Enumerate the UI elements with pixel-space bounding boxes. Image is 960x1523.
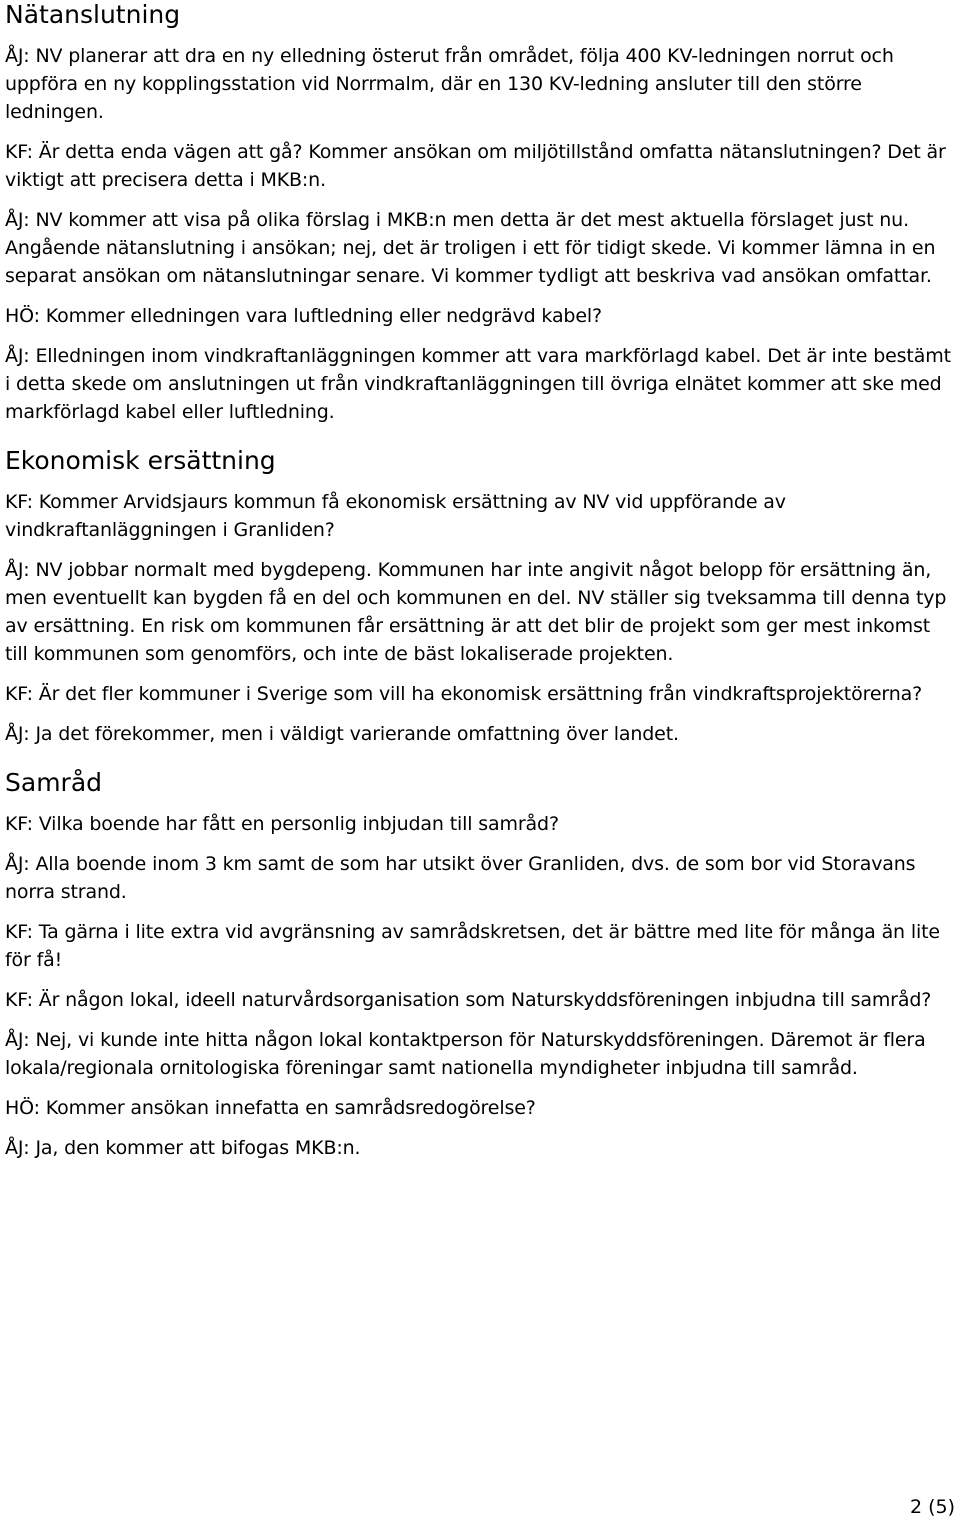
paragraph: ÅJ: Elledningen inom vindkraftanläggningen kommer att vara markförlagd kabel. Det är inte bestämt i detta skede om anslutningen ut från vindkraftanläggningen till övriga elnätet kommer att ske med markförlagd kabel eller luftledning. [5,345,951,423]
paragraph: ÅJ: Ja, den kommer att bifogas MKB:n. [5,1137,361,1159]
page-number: 2 (5) [909,1496,955,1518]
paragraph: ÅJ: Alla boende inom 3 km samt de som har utsikt över Granliden, dvs. de som bor vid Storavans norra strand. [5,853,916,903]
paragraph: ÅJ: NV planerar att dra en ny elledning österut från området, följa 400 KV-ledningen norrut och uppföra en ny kopplingsstation vid Norrmalm, där en 130 KV-ledning ansluter till den större ledningen. [5,45,894,123]
paragraph: KF: Ta gärna i lite extra vid avgränsning av samrådskretsen, det är bättre med lite för många än lite för få! [5,921,940,971]
paragraph: HÖ: Kommer ansökan innefatta en samrådsredogörelse? [5,1097,536,1119]
paragraph: KF: Är detta enda vägen att gå? Kommer ansökan om miljötillstånd omfatta nätanslutningen? Det är viktigt att precisera detta i MKB:n. [5,141,946,191]
paragraph: ÅJ: NV jobbar normalt med bygdepeng. Kommunen har inte angivit något belopp för ersättning än, men eventuellt kan bygden få en del och kommunen en del. NV ställer sig tveksamma till denna typ av ersättning. En risk om kommunen får ersättning är att det blir de projekt som ger mest inkomst till kommunen som genomförs, och inte de bäst lokaliserade projekten. [5,559,947,665]
paragraph: KF: Är någon lokal, ideell naturvårdsorganisation som Naturskyddsföreningen inbjudna till samråd? [5,989,932,1011]
paragraph: ÅJ: Nej, vi kunde inte hitta någon lokal kontaktperson för Naturskyddsföreningen. Däremot är flera lokala/regionala ornitologiska föreningar samt nationella myndigheter inbjudna till samråd. [5,1029,926,1079]
section-ekonomisk-ersattning [5,446,955,748]
paragraph: ÅJ: Ja det förekommer, men i väldigt varierande omfattning över landet. [5,723,679,745]
paragraph: KF: Vilka boende har fått en personlig inbjudan till samråd? [5,813,559,835]
paragraph: KF: Kommer Arvidsjaurs kommun få ekonomisk ersättning av NV vid uppförande av vindkraftanläggningen i Granliden? [5,491,786,541]
document-page [5,0,955,1162]
paragraph: ÅJ: NV kommer att visa på olika förslag i MKB:n men detta är det mest aktuella förslaget just nu. Angående nätanslutning i ansökan; nej, det är troligen i ett för tidigt skede. Vi kommer lämna in en separat ansökan om nätanslutningar senare. Vi kommer tydligt att beskriva vad ansökan omfattar. [5,209,936,287]
paragraph: HÖ: Kommer elledningen vara luftledning eller nedgrävd kabel? [5,305,602,327]
section-samrad [5,768,955,1162]
section-heading: Ekonomisk ersättning [5,446,276,475]
section-natanslutning [5,0,955,426]
section-heading: Nätanslutning [5,0,181,29]
section-heading: Samråd [5,768,103,797]
paragraph: KF: Är det fler kommuner i Sverige som vill ha ekonomisk ersättning från vindkraftsprojektörerna? [5,683,923,705]
